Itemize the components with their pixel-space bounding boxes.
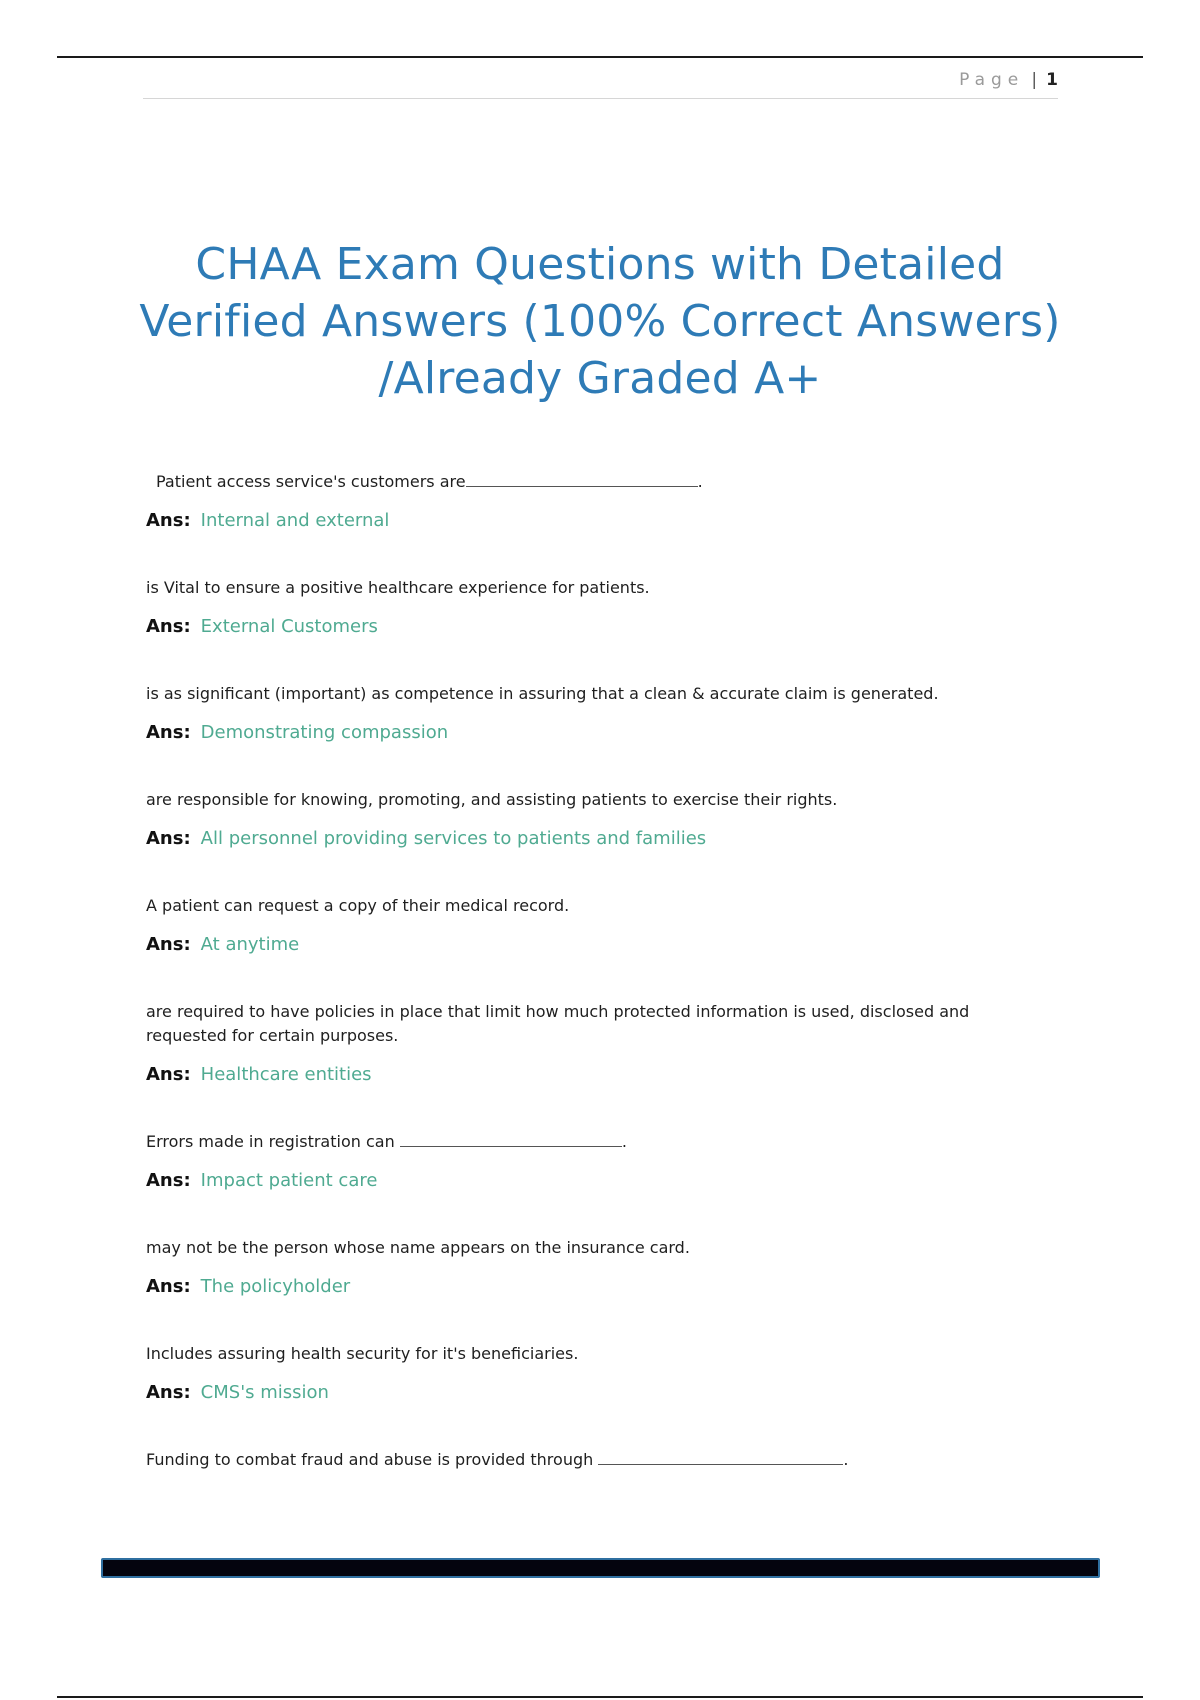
question: are responsible for knowing, promoting, and assisting patients to exercise their rights.: [146, 790, 838, 809]
ans-label: Ans:: [146, 1276, 191, 1297]
answer-text: External Customers: [200, 616, 378, 637]
ans-label: Ans:: [146, 616, 191, 637]
answer: [146, 826, 1046, 852]
answer: [146, 508, 1046, 534]
page-label: Page: [959, 70, 1025, 90]
answer-text: Demonstrating compassion: [200, 722, 449, 743]
bottom-rule: [57, 1696, 1143, 1698]
ans-label: Ans:: [146, 1170, 191, 1191]
answer-blank: [400, 1130, 622, 1147]
answer: [146, 614, 1046, 640]
page-number: 1: [1046, 70, 1058, 90]
answer: [146, 1062, 1046, 1088]
answer-blank: [598, 1448, 843, 1465]
document-title: [120, 236, 1080, 407]
page-header: [143, 70, 1058, 99]
qa-item: [146, 1448, 1046, 1472]
title-line-3: /Already Graded A+: [378, 353, 822, 404]
ans-label: Ans:: [146, 934, 191, 955]
answer-text: CMS's mission: [200, 1382, 329, 1403]
qa-item: [146, 470, 1046, 534]
question: may not be the person whose name appears on the insurance card.: [146, 1238, 690, 1257]
answer-text: Internal and external: [200, 510, 390, 531]
answer-text: Impact patient care: [200, 1170, 378, 1191]
title-line-1: CHAA Exam Questions with Detailed: [195, 239, 1005, 290]
answer: [146, 1168, 1046, 1194]
question: A patient can request a copy of their medical record.: [146, 896, 570, 915]
answer-text: All personnel providing services to patients and families: [200, 828, 707, 849]
ans-label: Ans:: [146, 722, 191, 743]
qa-item: [146, 788, 1046, 852]
qa-item: [146, 1236, 1046, 1300]
title-line-2: Verified Answers (100% Correct Answers): [139, 296, 1061, 347]
ans-label: Ans:: [146, 510, 191, 531]
top-rule: [57, 56, 1143, 58]
answer: [146, 1380, 1046, 1406]
qa-item: [146, 1342, 1046, 1406]
qa-item: [146, 576, 1046, 640]
question: are required to have policies in place that limit how much protected information is used, disclosed and requested for certain purposes.: [146, 1002, 970, 1045]
question: Errors made in registration can .: [146, 1132, 627, 1151]
ans-label: Ans:: [146, 1064, 191, 1085]
qa-item: [146, 894, 1046, 958]
qa-item: [146, 682, 1046, 746]
answer: [146, 720, 1046, 746]
question: is as significant (important) as competence in assuring that a clean & accurate claim is generated.: [146, 684, 939, 703]
answer-text: Healthcare entities: [200, 1064, 372, 1085]
answer-text: The policyholder: [200, 1276, 351, 1297]
ans-label: Ans:: [146, 828, 191, 849]
qa-list: [146, 470, 1046, 1472]
answer: [146, 932, 1046, 958]
answer-blank: [466, 470, 698, 487]
qa-item: [146, 1000, 1046, 1088]
footer-bar: [101, 1558, 1100, 1578]
question: is Vital to ensure a positive healthcare experience for patients.: [146, 578, 650, 597]
question: Patient access service's customers are .: [156, 472, 703, 491]
page-separator: |: [1031, 70, 1038, 90]
qa-item: [146, 1130, 1046, 1194]
question: Funding to combat fraud and abuse is provided through .: [146, 1450, 849, 1469]
answer: [146, 1274, 1046, 1300]
question: Includes assuring health security for it's beneficiaries.: [146, 1344, 579, 1363]
answer-text: At anytime: [200, 934, 300, 955]
ans-label: Ans:: [146, 1382, 191, 1403]
